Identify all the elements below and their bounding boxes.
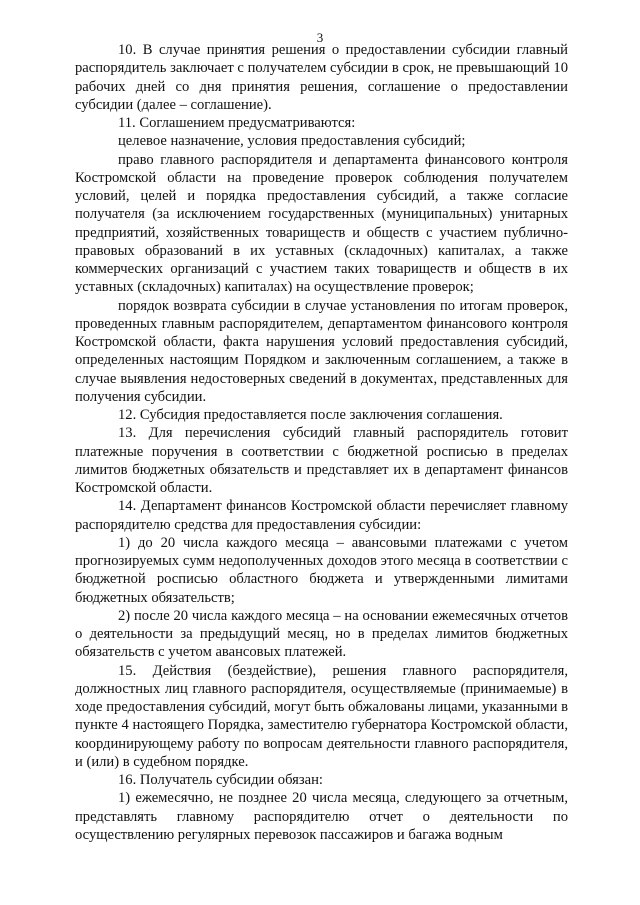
paragraph-11: 11. Соглашением предусматриваются: [118,115,356,131]
document-body [75,41,568,844]
paragraph-16: 16. Получатель субсидии обязан: [118,772,323,788]
paragraph-15: 15. Действия (бездействие), решения главного распорядителя, должностных лиц главного распорядителя, осуществляемые (принимаемые) в ходе предоставления субсидий, могут быть обжалованы лицами, указанными в пункте 4 настоящего Порядка, заместителю губернатора Костромской области, координирующему работу по вопросам деятельности главного распорядителя, и (или) в судебном порядке. [75,662,568,770]
paragraph-11-item-purpose: целевое назначение, условия предоставления субсидий; [118,133,466,150]
page-number: 3 [316,30,324,45]
paragraph-14-item-1: 1) до 20 числа каждого месяца – авансовыми платежами с учетом прогнозируемых сумм недополученных доходов этого месяца в соответствии с бюджетной росписью областного бюджета и утвержденными лимитами бюджетных обязательств; [75,534,568,606]
paragraph-11-item-inspection-right: право главного распорядителя и департамента финансового контроля Костромской области на проведение проверок соблюдения получателем условий, целей и порядка предоставления субсидий, а также согласие получателя (за исключением государственных (муниципальных) унитарных предприятий, хозяйственных товариществ и обществ с участием публично-правовых образований в их уставных (складочных) капиталах, а также коммерческих организаций с участием таких товариществ и обществ в их уставных (складочных) капиталах) на осуществление проверок; [75,151,568,296]
paragraph-13: 13. Для перечисления субсидий главный распорядитель готовит платежные поручения в соответствии с бюджетной росписью в пределах лимитов бюджетных обязательств и представляет их в департамент финансов Костромской области. [75,425,568,496]
paragraph-16-item-1: 1) ежемесячно, не позднее 20 числа месяца, следующего за отчетным, представлять главному распорядителю отчет о деятельности по осуществлению регулярных перевозок пассажиров и багажа водным [75,790,568,843]
paragraph-14: 14. Департамент финансов Костромской области перечисляет главному распорядителю средства для предоставления субсидии: [75,498,568,533]
paragraph-14-item-2: 2) после 20 числа каждого месяца – на основании ежемесячных отчетов о деятельности за предыдущий месяц, но в пределах лимитов бюджетных обязательств с учетом авансовых платежей. [75,607,568,661]
paragraph-10: 10. В случае принятия решения о предоставлении субсидии главный распорядитель заключает с получателем субсидии в срок, не превышающий 10 рабочих дней со дня принятия решения, соглашение о предоставлении субсидии (далее – соглашение). [75,42,568,113]
paragraph-12: 12. Субсидия предоставляется после заключения соглашения. [118,407,503,423]
paragraph-11-item-return-procedure: порядок возврата субсидии в случае установления по итогам проверок, проведенных главным распорядителем, департаментом финансового контроля Костромской области, факта нарушения условий предоставления субсидий, определенных настоящим Порядком и заключенным соглашением, а также в случае выявления недостоверных сведений в документах, представленных для получения субсидии. [75,297,568,405]
